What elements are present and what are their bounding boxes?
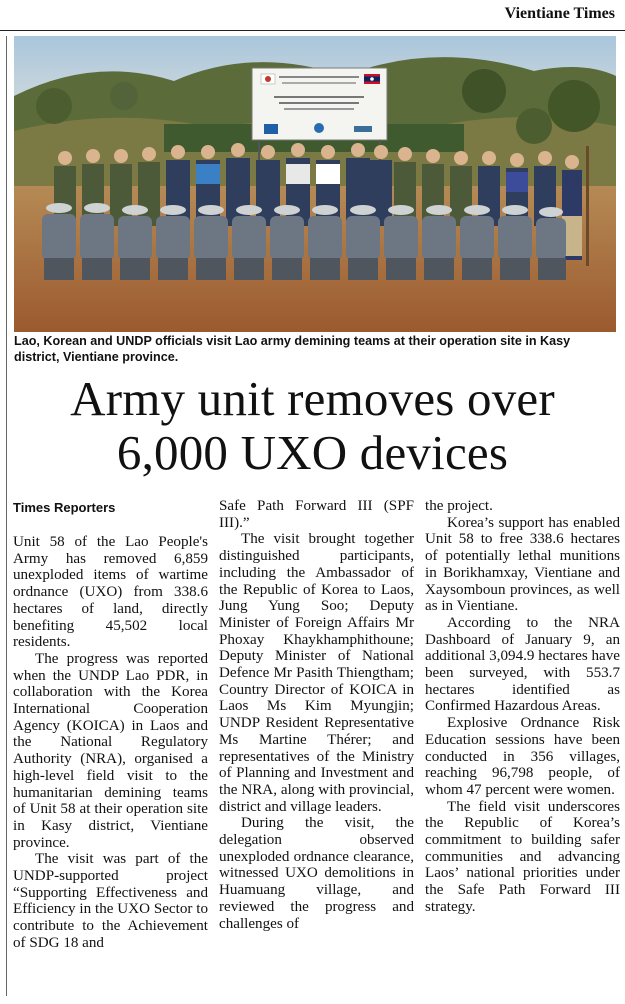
headline xyxy=(10,372,615,480)
paragraph: Unit 58 of the Lao People's Army has removed 6,859 unexploded items of wartime ordnance (UXO) from 338.6 hectares of land, directly benefiting 45,502 local residents. xyxy=(13,534,208,651)
article-column-1 xyxy=(13,498,208,952)
paragraph: According to the NRA Dashboard of January 9, an additional 3,094.9 hectares have been surveyed, with 553.7 hectares identified as Confirmed Hazardous Areas. xyxy=(425,614,620,715)
paragraph: The visit brought together distinguished participants, including the Ambassador of the Republic of Korea to Laos, Jung Yung Soo; Deputy Minister of Foreign Affairs Mr Phoxay Khaykhamphithoune; Deputy Minister of National Defence Mr Pasith Thiengtham; Country Director of KOICA in Laos Ms Kim Myungjin; UNDP Resident Representative Ms Martine Thérer; and representatives of the Ministry of Planning and Investment and the NRA, along with provincial, district and village leaders. xyxy=(219,531,414,815)
masthead xyxy=(0,0,625,31)
headline-line-1: Army unit removes over xyxy=(70,371,555,426)
column-rule xyxy=(6,36,7,996)
paragraph: Explosive Ordnance Risk Education sessions have been conducted in 356 villages, reaching 96,798 people, of whom 47 percent were women. xyxy=(425,715,620,798)
article-column-3 xyxy=(425,498,620,916)
paragraph: The visit was part of the UNDP-supported project “Supporting Effectiveness and Efficiency in the UXO Sector to contribute to the Achievement of SDG 18 and xyxy=(13,851,208,951)
paragraph: Safe Path Forward III (SPF III).” xyxy=(219,498,414,531)
paragraph: Korea’s support has enabled Unit 58 to free 338.6 hectares of potentially lethal munitions in Borikhamxay, Vientiane and Xaysomboun provinces, as well as in Vientiane. xyxy=(425,514,620,615)
group-photo-icon xyxy=(14,36,616,332)
paragraph: The progress was reported when the UNDP Lao PDR, in collaboration with the Korea International Cooperation Agency (KOICA) in Laos and the National Regulatory Authority (NRA), organised a high-level field visit to the humanitarian demining teams of Unit 58 at their operation site in Kasy district, Vientiane province. xyxy=(13,650,208,851)
newspaper-name: Vientiane Times xyxy=(504,5,615,22)
paragraph: During the visit, the delegation observed unexploded ordnance clearance, witnessed UXO demolitions in Huamuang village, and reviewed the progress and challenges of xyxy=(219,815,414,932)
paragraph: the project. xyxy=(425,498,493,514)
article-photo xyxy=(14,36,616,332)
paragraph: The field visit underscores the Republic of Korea’s commitment to building safer communities and advancing Laos’ national priorities under the Safe Path Forward III strategy. xyxy=(425,798,620,915)
byline: Times Reporters xyxy=(13,500,116,515)
photo-caption: Lao, Korean and UNDP officials visit Lao army demining teams at their operation site in Kasy district, Vientiane province. xyxy=(14,334,571,364)
article-column-2 xyxy=(219,498,414,932)
headline-line-2: 6,000 UXO devices xyxy=(116,425,509,480)
